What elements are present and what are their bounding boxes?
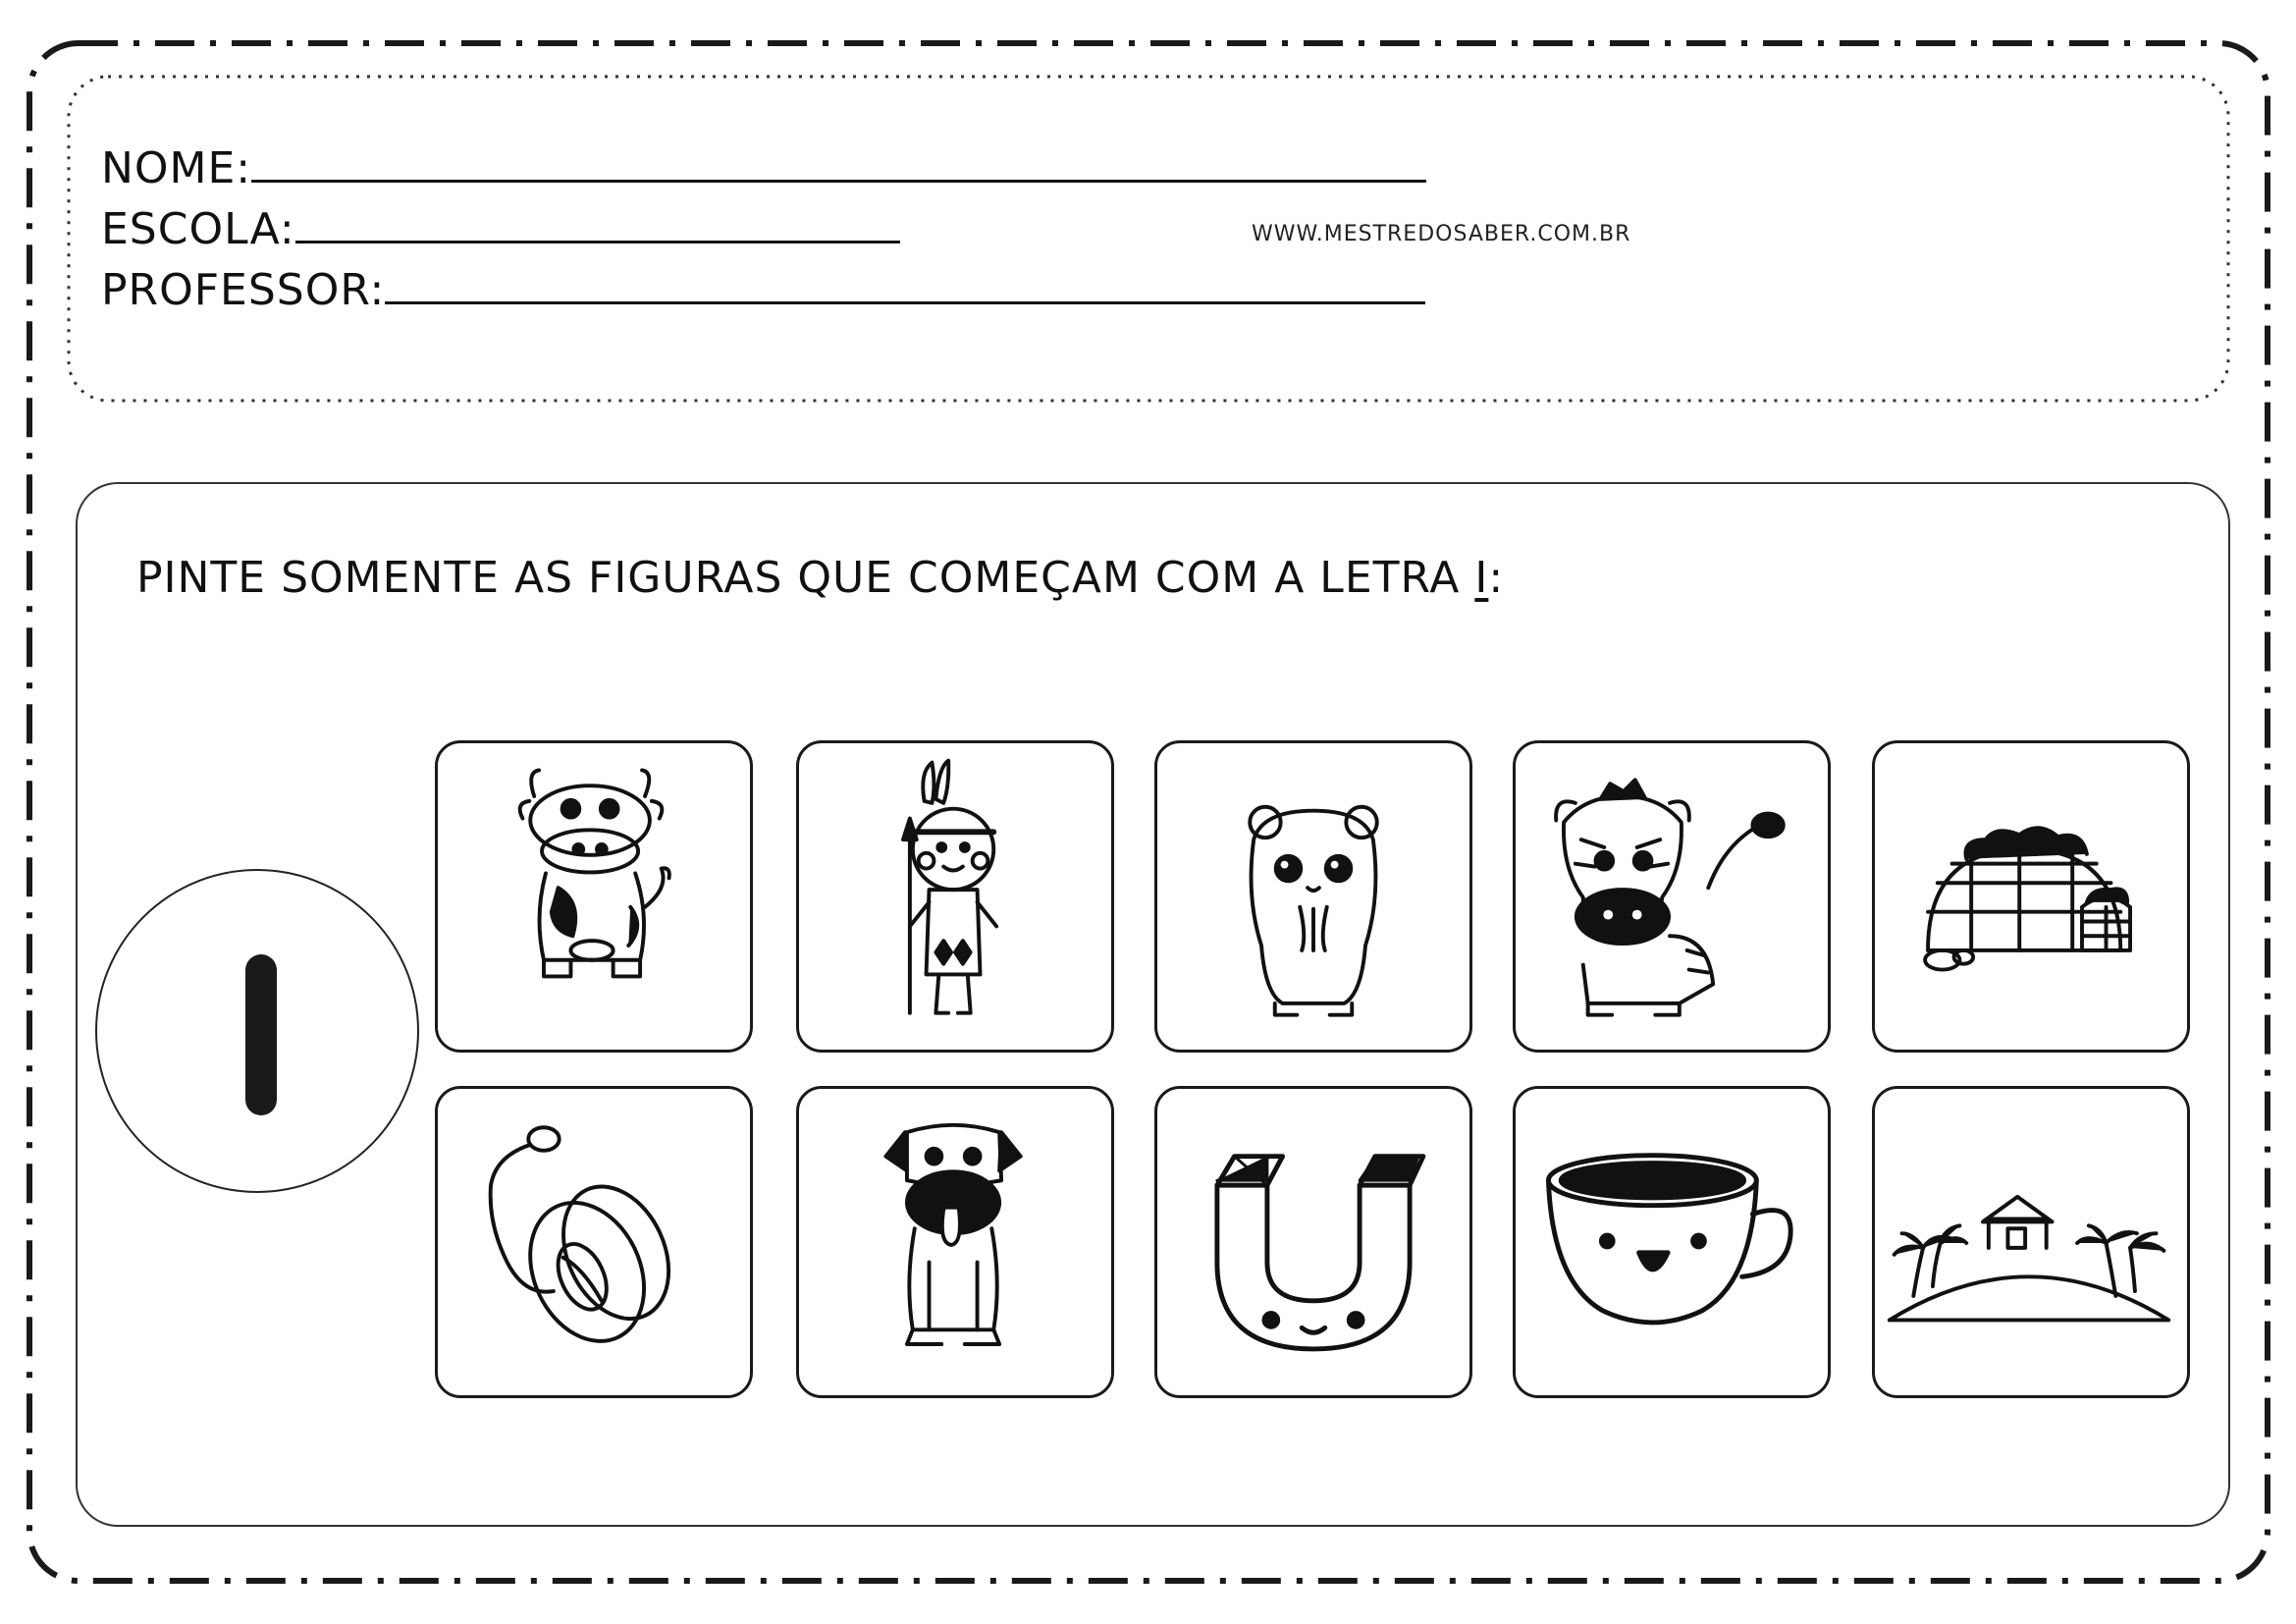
picture-card-igloo[interactable]	[1872, 740, 2190, 1053]
name-field	[101, 143, 1426, 193]
picture-card-dog[interactable]	[796, 1086, 1114, 1398]
website-url: WWW.MESTREDOSABER.COM.BR	[1252, 222, 1631, 246]
school-field	[101, 204, 900, 254]
school-label: ESCOLA:	[101, 204, 295, 254]
zebra-icon	[1516, 743, 1828, 1050]
cow-icon	[438, 743, 750, 1050]
dog-icon	[799, 1089, 1111, 1395]
picture-card-cow[interactable]	[435, 740, 753, 1053]
name-line[interactable]	[251, 144, 1426, 183]
teacher-label: PROFESSOR:	[101, 265, 386, 315]
instruction-prefix: PINTE SOMENTE AS FIGURAS QUE COMEÇAM COM A LETRA	[136, 553, 1475, 603]
teacher-field	[101, 265, 1425, 315]
instruction-letter: I	[1474, 553, 1489, 603]
letter-i-glyph	[245, 954, 277, 1115]
picture-card-indian[interactable]	[796, 740, 1114, 1053]
school-line[interactable]	[295, 205, 900, 244]
picture-card-hamster[interactable]	[1154, 740, 1472, 1053]
letter-i-circle	[95, 869, 419, 1193]
picture-card-magnet[interactable]	[1154, 1086, 1472, 1398]
yoyo-icon	[438, 1089, 750, 1395]
teacher-line[interactable]	[385, 266, 1425, 304]
hamster-icon	[1157, 743, 1469, 1050]
magnet-icon	[1157, 1089, 1469, 1395]
name-label: NOME:	[101, 143, 252, 193]
instruction-suffix: :	[1488, 553, 1505, 603]
cup-icon	[1516, 1089, 1828, 1395]
instruction-text	[136, 553, 1504, 603]
picture-card-zebra[interactable]	[1513, 740, 1831, 1053]
igloo-icon	[1875, 743, 2187, 1050]
island-icon	[1875, 1089, 2187, 1395]
picture-card-cup[interactable]	[1513, 1086, 1831, 1398]
indian-icon	[799, 743, 1111, 1050]
picture-card-island[interactable]	[1872, 1086, 2190, 1398]
picture-card-yoyo[interactable]	[435, 1086, 753, 1398]
